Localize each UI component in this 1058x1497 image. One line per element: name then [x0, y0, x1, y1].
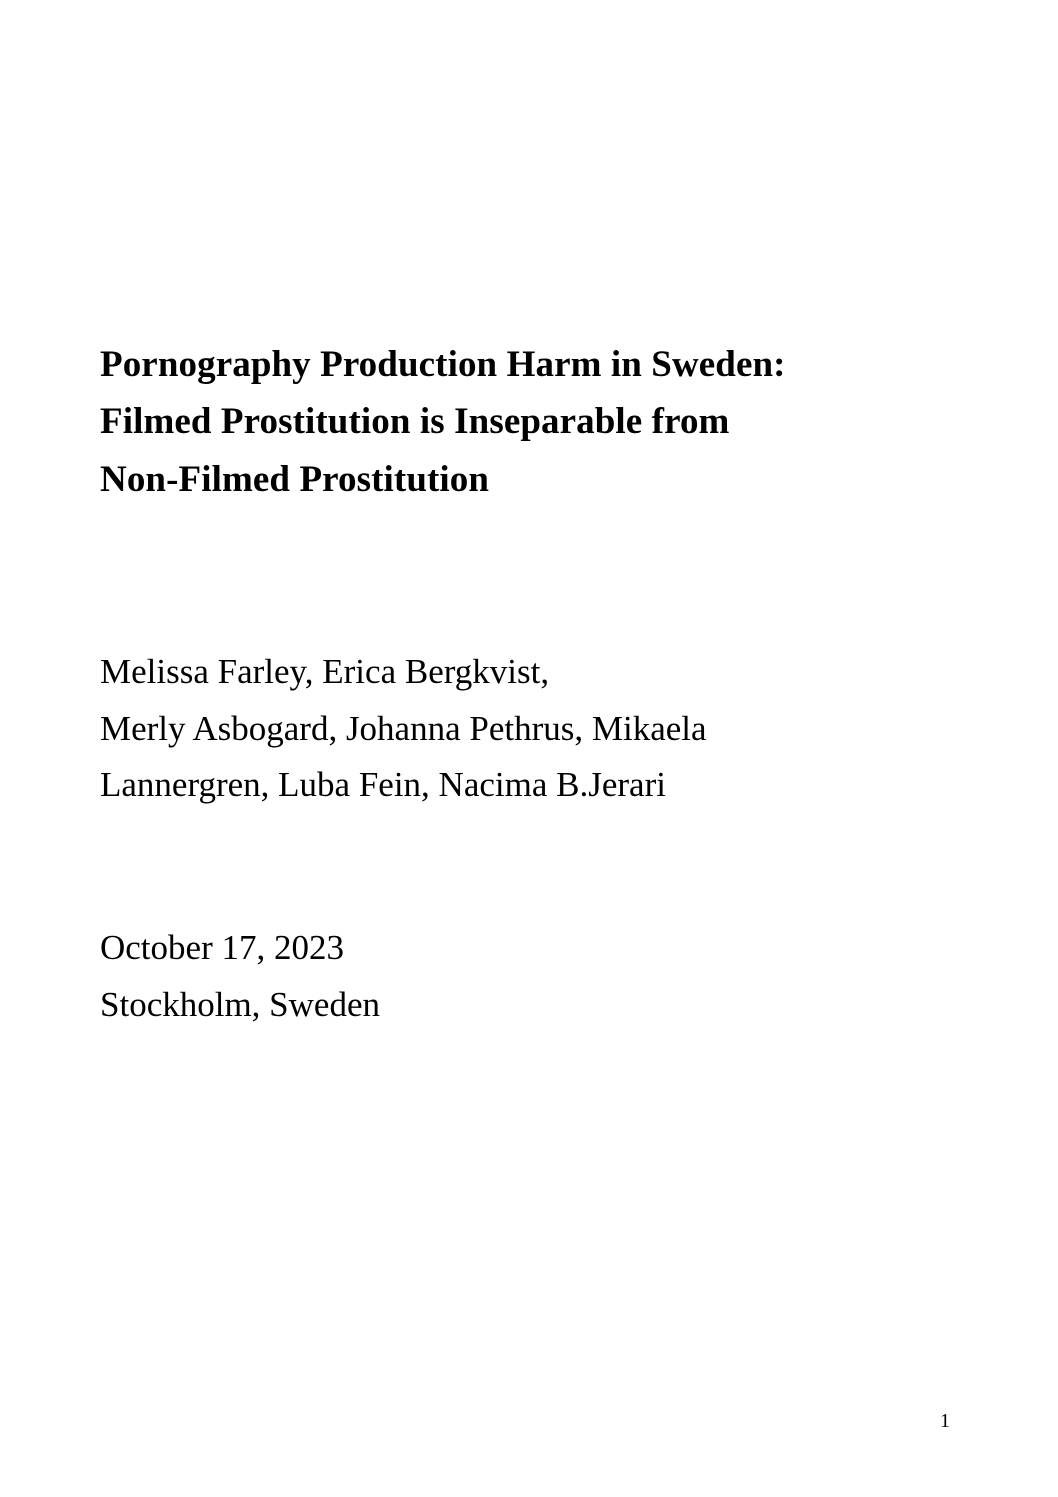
- title-line-1: Pornography Production Harm in Sweden:: [100, 344, 786, 385]
- author-list: [100, 644, 960, 814]
- title-line-2: Filmed Prostitution is Inseparable from: [100, 401, 730, 443]
- author-line-1: Melissa Farley, Erica Bergkvist,: [100, 652, 550, 692]
- author-line-2: Merly Asbogard, Johanna Pethrus, Mikaela: [100, 708, 707, 748]
- page-number: 1: [940, 1410, 950, 1432]
- page-title: [100, 336, 940, 508]
- title-line-3: Non-Filmed Prostitution: [100, 458, 490, 500]
- title-block: [100, 336, 960, 1033]
- author-line-3: Lannergren, Luba Fein, Nacima B.Jerari: [100, 765, 666, 805]
- publication-meta: [100, 920, 960, 1033]
- publication-location: Stockholm, Sweden: [100, 984, 380, 1024]
- publication-date: October 17, 2023: [100, 928, 344, 968]
